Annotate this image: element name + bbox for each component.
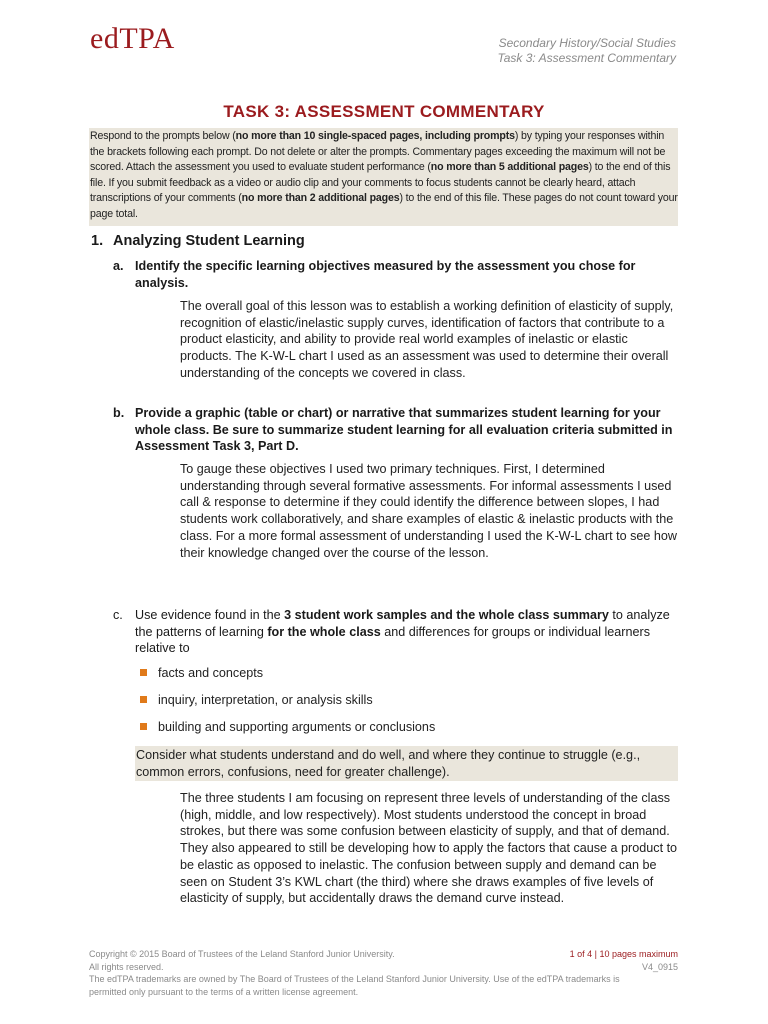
prompt-a: a. Identify the specific learning objectives measured by the assessment you chose for analysis. xyxy=(113,259,636,290)
list-item: inquiry, interpretation, or analysis skills xyxy=(140,691,435,718)
prompt-b: b. Provide a graphic (table or chart) or narrative that summarizes student learning for your whole class. Be sure to summarize student learning for all evaluation criteria submitted in Assessment Task 3, Part D. xyxy=(113,406,673,453)
consider-note: Consider what students understand and do well, and where they continue to struggle (e.g., common errors, confusions, need for greater challenge). xyxy=(135,746,678,781)
instructions-box: Respond to the prompts below (no more than 10 single-spaced pages, including prompts) by typing your responses within the brackets following each prompt. Do not delete or alter the prompts. Commentary pages exceeding the maximum will not be scored. Attach the assessment you used to evaluate student performance (no more than 5 additional pages) to the end of this file. If you submit feedback as a video or audio clip and your comments to focus students cannot be clearly heard, attach transcriptions of your comments (no more than 2 additional pages) to the end of this file. These pages do not count toward your page total. xyxy=(89,128,678,226)
bullet-list xyxy=(140,664,435,745)
section-title: Analyzing Student Learning xyxy=(113,233,305,249)
footer-page-info xyxy=(570,948,678,973)
square-bullet-icon xyxy=(140,723,147,730)
subject-label: Secondary History/Social Studies xyxy=(498,36,676,50)
response-c[interactable]: The three students I am focusing on represent three levels of understanding of the class (high, middle, and low respectively). Most students understood the concept in broad strokes, but there was some confusion between elasticity of supply, and that of demand. They also appeared to still be developing how to apply the factors that cause a product to be elastic as opposed to inelastic. The confusion between supply and demand can be seen on Student 3’s KWL chart (the third) where she draws examples of five levels of elasticity of supply, but accidentally draws the demand curve instead. xyxy=(180,791,678,906)
square-bullet-icon xyxy=(140,696,147,703)
document-header xyxy=(497,36,676,66)
prompt-c: c. Use evidence found in the 3 student work samples and the whole class summary to analyze the patterns of learning for the whole class and differences for groups or individual learners relative to xyxy=(113,608,670,655)
list-item: facts and concepts xyxy=(140,664,435,691)
page-count: 1 of 4 | 10 pages maximum xyxy=(569,949,678,959)
edtpa-logo: edTPA xyxy=(90,22,175,55)
page-title: TASK 3: ASSESSMENT COMMENTARY xyxy=(223,102,545,121)
response-a[interactable]: The overall goal of this lesson was to establish a working definition of elasticity of supply, recognition of elastic/inelastic supply curves, identification of factors that contribute to a product elasticity, and ability to provide real world examples of inelastic or elastic products. The K-W-L chart I used as an assessment was used to determine their overall understanding of the concepts we covered in class. xyxy=(180,299,674,380)
version-label: V4_0915 xyxy=(641,961,678,972)
section-number: 1. xyxy=(91,233,104,249)
section-heading xyxy=(91,233,305,249)
task-label: Task 3: Assessment Commentary xyxy=(497,51,676,65)
footer-copyright: Copyright © 2015 Board of Trustees of the Leland Stanford Junior University. All rights reserved. The edTPA trademarks are owned by The Board of Trustees of the Leland Stanford Junior University. Use of the edTPA trademarks is permitted only pursuant to the terms of a written license agreement. xyxy=(89,949,620,997)
list-item: building and supporting arguments or conclusions xyxy=(140,718,435,745)
square-bullet-icon xyxy=(140,669,147,676)
response-b[interactable]: To gauge these objectives I used two primary techniques. First, I determined understanding through several formative assessments. For informal assessments I used call & response to determine if they could identify the difference between slopes, I had students work collaboratively, and share examples of elastic & inelastic products with the class. For a more formal assessment of understanding I used the K-W-L chart to see how their knowledge changed over the course of the lesson. xyxy=(180,462,677,560)
